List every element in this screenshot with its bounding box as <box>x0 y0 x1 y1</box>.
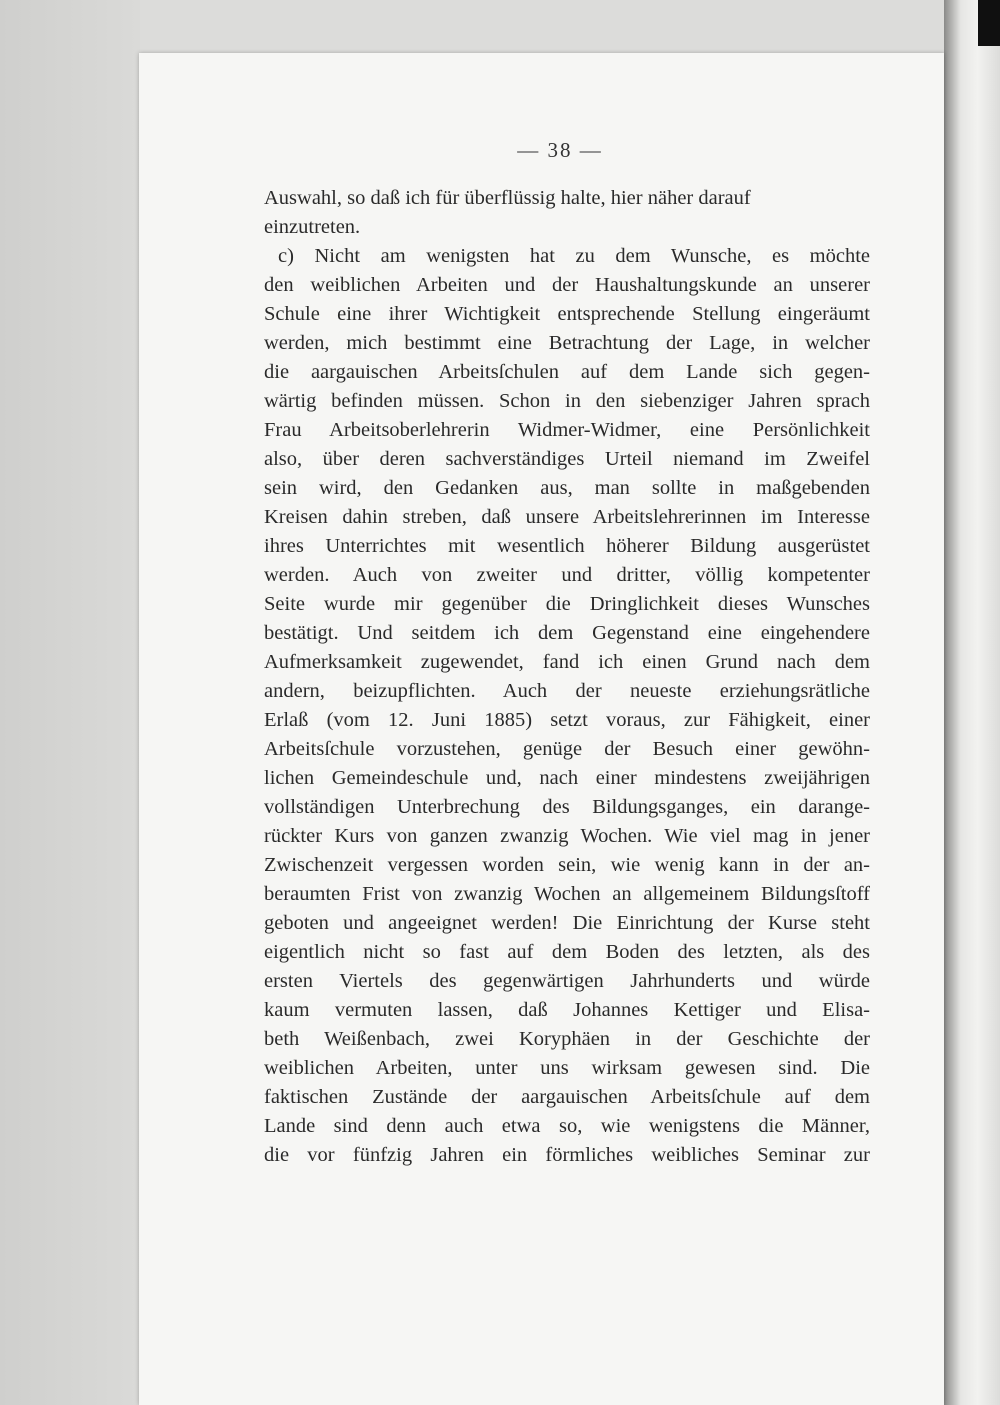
text-line: Seite wurde mir gegenüber die Dringlichkeit dieses Wunsches <box>264 593 870 615</box>
text-line: Arbeitsſchule vorzustehen, genüge der Besuch einer gewöhn- <box>264 738 870 760</box>
text-line: ersten Viertels des gegenwärtigen Jahrhunderts und würde <box>264 970 870 992</box>
text-line: Frau Arbeitsoberlehrerin Widmer-Widmer, eine Persönlichkeit <box>264 419 870 441</box>
text-line: Erlaß (vom 12. Juni 1885) setzt voraus, zur Fähigkeit, einer <box>264 709 870 731</box>
text-line: rückter Kurs von ganzen zwanzig Wochen. Wie viel mag in jener <box>264 825 870 847</box>
text-line: ihres Unterrichtes mit wesentlich höherer Bildung ausgerüstet <box>264 535 870 557</box>
text-line: andern, beizupflichten. Auch der neueste erziehungsrätliche <box>264 680 870 702</box>
text-line: die vor fünfzig Jahren ein förmliches weibliches Seminar zur <box>264 1144 870 1166</box>
text-line: bestätigt. Und seitdem ich dem Gegenstand eine eingehendere <box>264 622 870 644</box>
text-line: Kreisen dahin streben, daß unsere Arbeitslehrerinnen im Interesse <box>264 506 870 528</box>
text-line: faktischen Zustände der aargauischen Arbeitsſchule auf dem <box>264 1086 870 1108</box>
text-line: lichen Gemeindeschule und, nach einer mindestens zweijährigen <box>264 767 870 789</box>
text-line: wärtig befinden müssen. Schon in den siebenziger Jahren sprach <box>264 390 870 412</box>
text-line: weiblichen Arbeiten, unter uns wirksam gewesen sind. Die <box>264 1057 870 1079</box>
text-line: c) Nicht am wenigsten hat zu dem Wunsche, es möchte <box>278 245 870 267</box>
text-line: Zwischenzeit vergessen worden sein, wie wenig kann in der an- <box>264 854 870 876</box>
text-line: einzutreten. <box>264 216 361 238</box>
body-text <box>264 184 870 1170</box>
text-line: also, über deren sachverständiges Urteil niemand im Zweifel <box>264 448 870 470</box>
text-line: Lande sind denn auch etwa so, wie wenigstens die Männer, <box>264 1115 870 1137</box>
text-line: sein wird, den Gedanken aus, man sollte in maßgebenden <box>264 477 870 499</box>
book-gutter-edge <box>944 0 1000 1405</box>
text-line: geboten und angeeignet werden! Die Einrichtung der Kurse steht <box>264 912 870 934</box>
text-line: den weiblichen Arbeiten und der Haushaltungskunde an unserer <box>264 274 870 296</box>
text-line: Schule eine ihrer Wichtigkeit entsprechende Stellung eingeräumt <box>264 303 870 325</box>
text-line: Aufmerksamkeit zugewendet, fand ich einen Grund nach dem <box>264 651 870 673</box>
text-line: beth Weißenbach, zwei Koryphäen in der Geschichte der <box>264 1028 870 1050</box>
text-line: eigentlich nicht so fast auf dem Boden des letzten, als des <box>264 941 870 963</box>
text-line: kaum vermuten lassen, daß Johannes Kettiger und Elisa- <box>264 999 870 1021</box>
text-line: die aargauischen Arbeitsſchulen auf dem Lande sich gegen- <box>264 361 870 383</box>
text-line: werden, mich bestimmt eine Betrachtung der Lage, in welcher <box>264 332 870 354</box>
scan-border-strip <box>978 0 1000 46</box>
text-line: beraumten Frist von zwanzig Wochen an allgemeinem Bildungsſtoff <box>264 883 870 905</box>
scan-left-margin <box>0 0 140 1405</box>
text-line: werden. Auch von zweiter und dritter, völlig kompetenter <box>264 564 870 586</box>
text-line: vollständigen Unterbrechung des Bildungsganges, ein darange- <box>264 796 870 818</box>
text-line: Auswahl, so daß ich für überflüssig halte, hier näher darauf <box>264 187 751 209</box>
page-number: — 38 — <box>517 138 603 162</box>
